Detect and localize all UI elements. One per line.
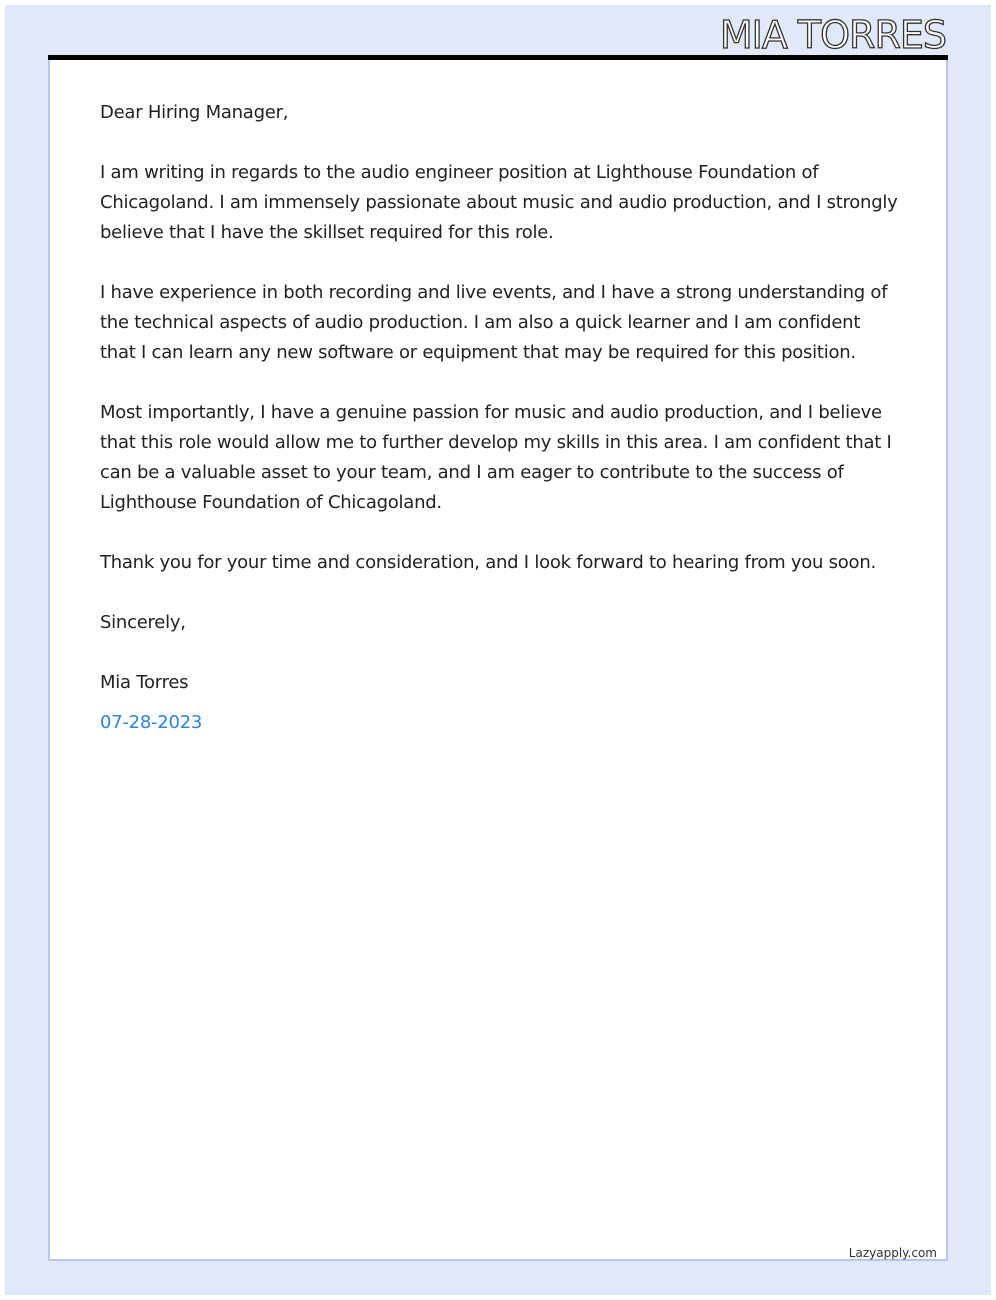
applicant-name: MIA TORRES	[719, 13, 946, 57]
signature: Mia Torres	[100, 672, 189, 693]
salutation: Dear Hiring Manager,	[100, 102, 289, 123]
paragraph-3: Most importantly, I have a genuine passion for music and audio production, and I believe that this role would allow me to further develop my skills in this area. I am confident that I can be a valuable asset to your team, and I am eager to contribute to the success of Lighthouse Foundation of Chicagoland.	[100, 402, 892, 513]
letter-body	[100, 98, 900, 768]
footer-watermark: Lazyapply.com	[848, 1246, 937, 1260]
letter-date: 07-28-2023	[100, 712, 203, 733]
paragraph-1: I am writing in regards to the audio engineer position at Lighthouse Foundation of Chicagoland. I am immensely passionate about music and audio production, and I strongly believe that I have the skillset required for this role.	[100, 162, 898, 243]
paragraph-4: Thank you for your time and consideration, and I look forward to hearing from you soon.	[100, 552, 876, 573]
paragraph-2: I have experience in both recording and live events, and I have a strong understanding of the technical aspects of audio production. I am also a quick learner and I am confident that I can learn any new software or equipment that may be required for this position.	[100, 282, 888, 363]
closing: Sincerely,	[100, 612, 186, 633]
